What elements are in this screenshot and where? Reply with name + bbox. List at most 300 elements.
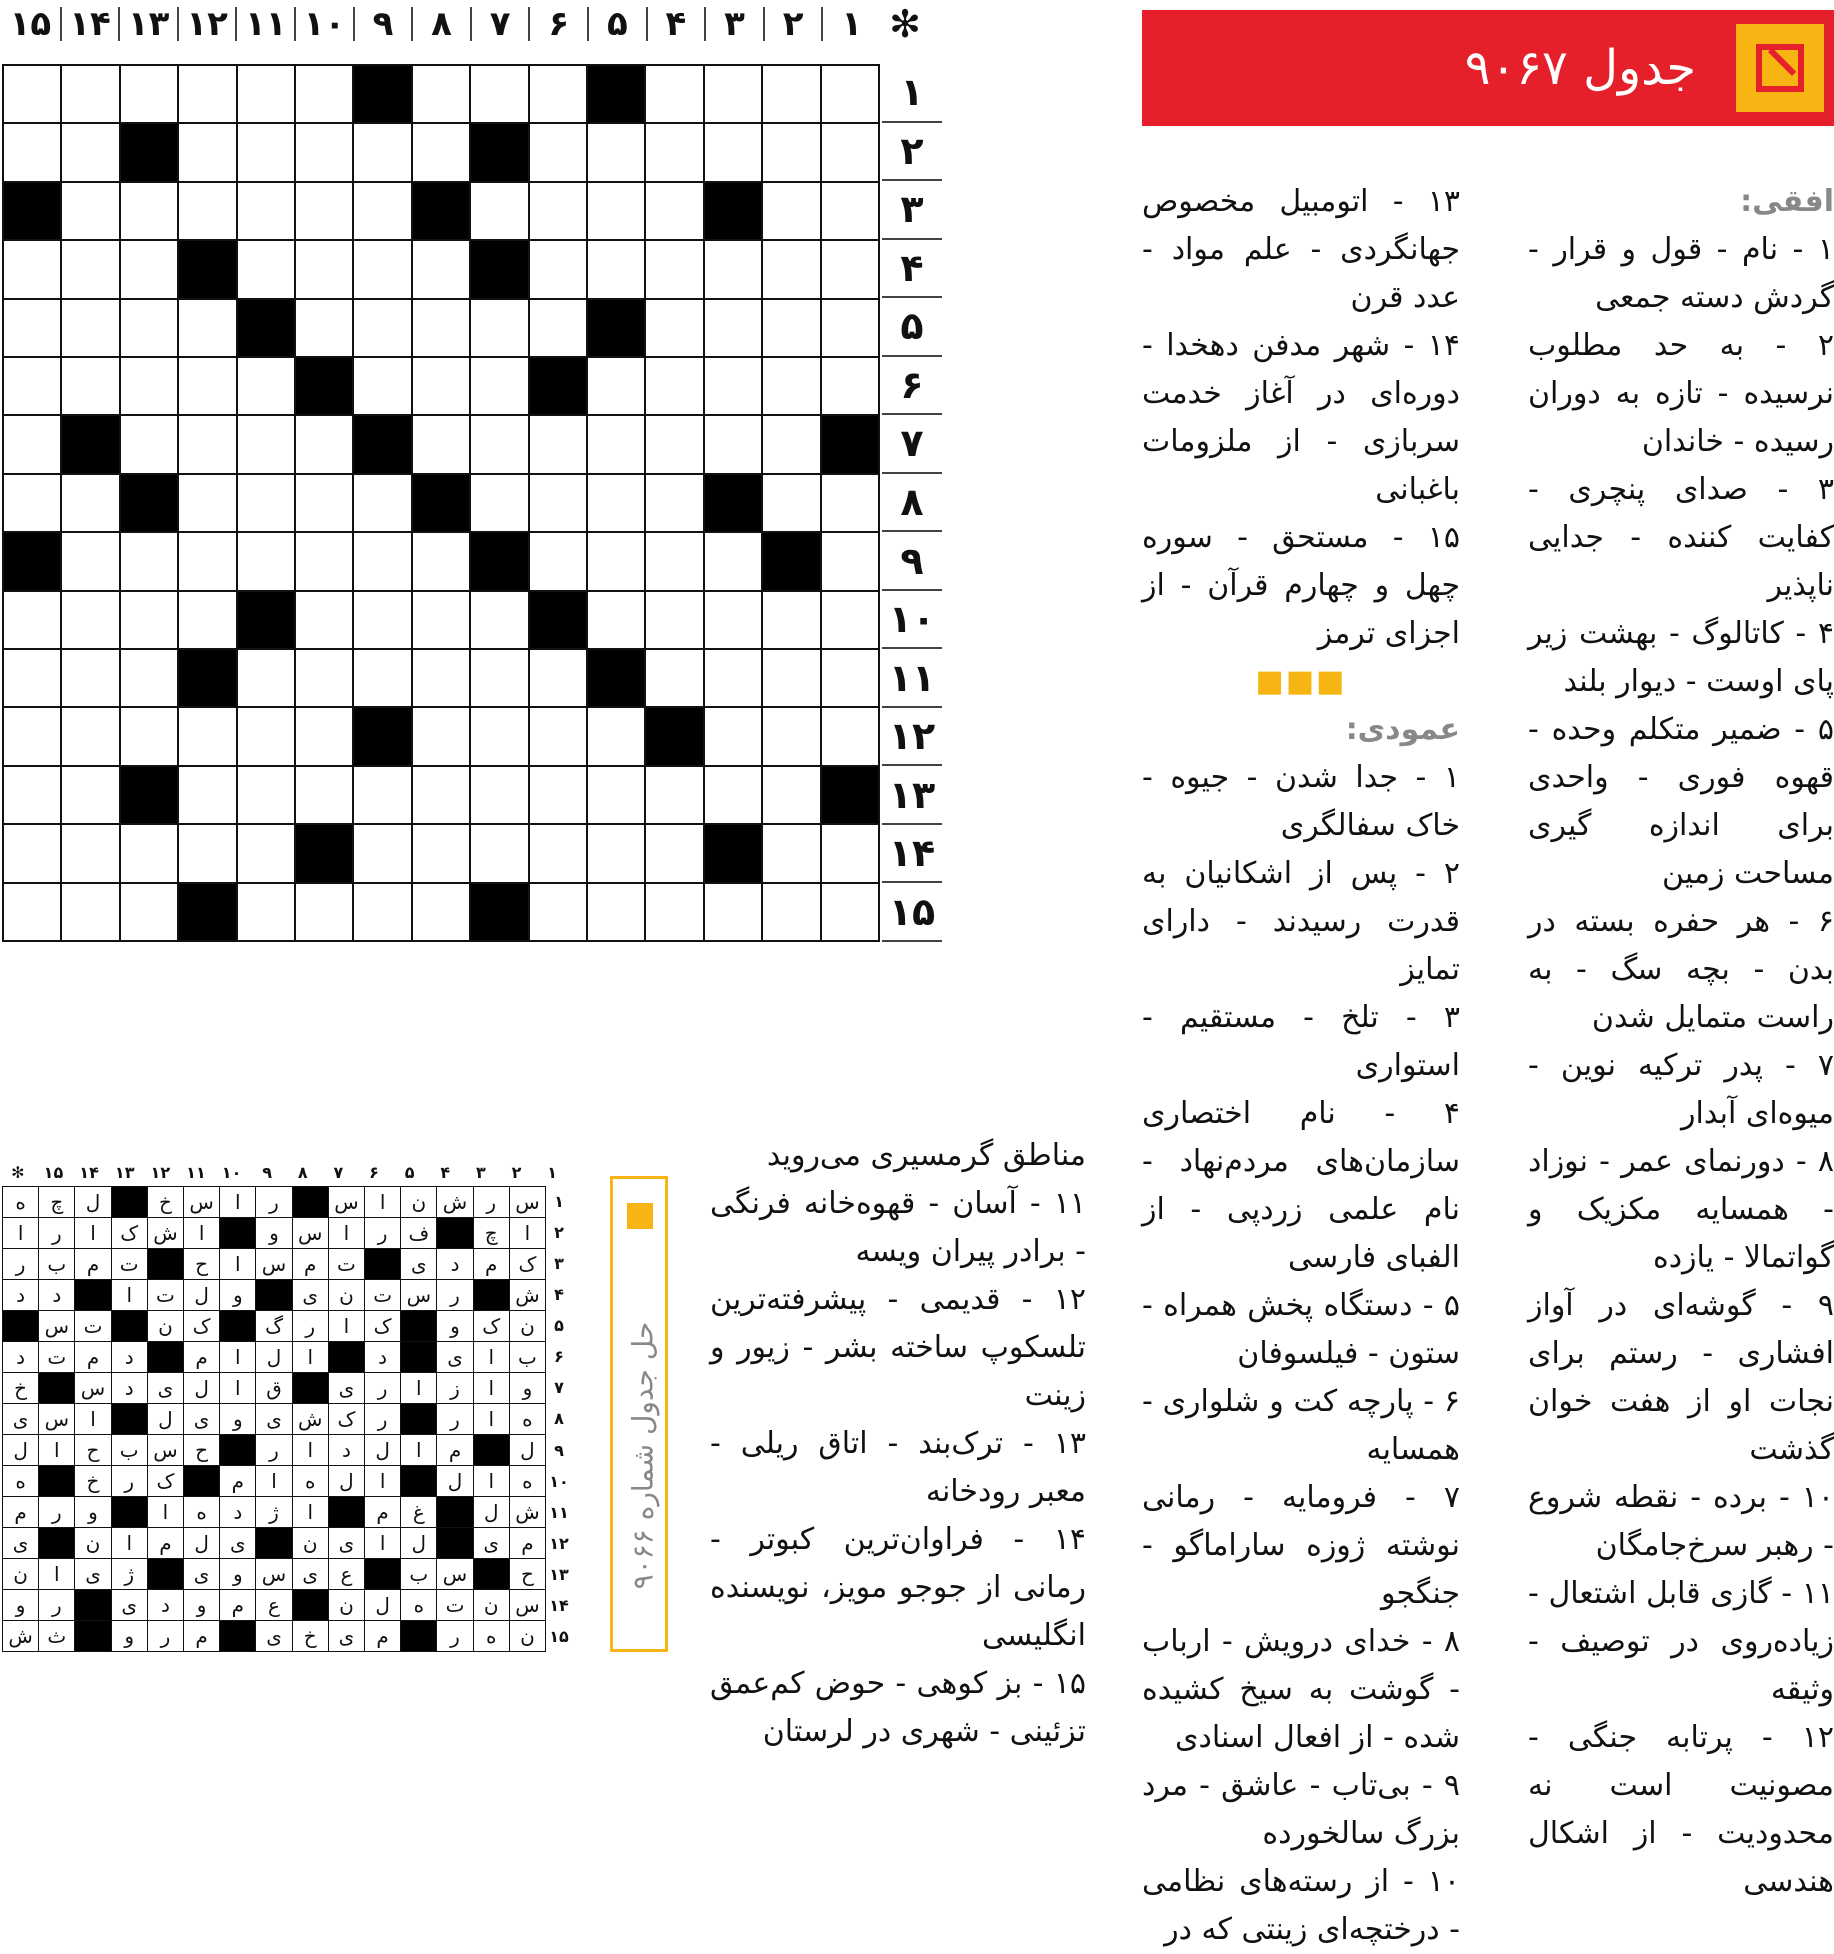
- grid-cell[interactable]: [4, 241, 60, 297]
- solution-black-cell: [256, 1280, 291, 1310]
- grid-cell[interactable]: [121, 825, 177, 881]
- black-cell: [354, 66, 410, 122]
- grid-cell[interactable]: [62, 300, 118, 356]
- black-cell: [471, 533, 527, 589]
- solution-row-number: ۲: [554, 1223, 564, 1243]
- grid-cell[interactable]: [763, 825, 819, 881]
- grid-cell[interactable]: [646, 124, 702, 180]
- solution-cell: ل: [437, 1466, 472, 1496]
- grid-cell[interactable]: [763, 475, 819, 531]
- grid-cell[interactable]: [413, 767, 469, 823]
- grid-cell[interactable]: [179, 300, 235, 356]
- solution-cell: م: [184, 1342, 219, 1372]
- grid-cell[interactable]: [179, 183, 235, 239]
- grid-cell[interactable]: [763, 241, 819, 297]
- solution-cell: م: [148, 1528, 183, 1558]
- grid-cell[interactable]: [763, 650, 819, 706]
- separator-dots: ■■■: [1255, 664, 1347, 699]
- grid-cell[interactable]: [705, 533, 761, 589]
- grid-cell[interactable]: [646, 358, 702, 414]
- solution-cell: و: [220, 1280, 255, 1310]
- grid-cell[interactable]: [179, 124, 235, 180]
- grid-cell[interactable]: [822, 300, 878, 356]
- solution-cell: ا: [39, 1435, 74, 1465]
- grid-cell[interactable]: [822, 533, 878, 589]
- grid-cell[interactable]: [179, 767, 235, 823]
- solution-cell: ن: [510, 1621, 545, 1651]
- solution-cell: ا: [474, 1342, 509, 1372]
- grid-cell[interactable]: [179, 66, 235, 122]
- solution-row-number: ۱۲: [549, 1533, 569, 1553]
- grid-cell[interactable]: [646, 650, 702, 706]
- grid-cell[interactable]: [413, 66, 469, 122]
- grid-cell[interactable]: [354, 300, 410, 356]
- grid-cell[interactable]: [530, 124, 586, 180]
- solution-cell: س: [293, 1218, 328, 1248]
- grid-cell[interactable]: [121, 300, 177, 356]
- grid-cell[interactable]: [822, 66, 878, 122]
- horizontal-clue: ۱۴ - شهر مدفن دهخدا - دوره‌ای در آغاز خدمت سربازی - از ملزومات باغبانی: [1142, 328, 1460, 507]
- grid-cell[interactable]: [471, 358, 527, 414]
- vertical-clue: ۶ - پارچه کت و شلواری - همسایه: [1142, 1384, 1460, 1467]
- grid-cell[interactable]: [296, 767, 352, 823]
- grid-cell[interactable]: [413, 124, 469, 180]
- solution-cell: ب: [112, 1435, 147, 1465]
- grid-cell[interactable]: [588, 592, 644, 648]
- solution-row-number: ۵: [554, 1316, 564, 1336]
- grid-cell[interactable]: [471, 416, 527, 472]
- solution-cell: ب: [401, 1559, 436, 1589]
- solution-cell: و: [437, 1311, 472, 1341]
- grid-cell[interactable]: [763, 592, 819, 648]
- grid-cell[interactable]: [121, 66, 177, 122]
- black-cell: [413, 183, 469, 239]
- grid-cell[interactable]: [705, 66, 761, 122]
- grid-cell[interactable]: [822, 884, 878, 940]
- row-number: ۱۴: [882, 825, 942, 884]
- grid-cell[interactable]: [121, 533, 177, 589]
- solution-column-number: ۳: [476, 1162, 486, 1182]
- grid-cell[interactable]: [62, 767, 118, 823]
- grid-cell[interactable]: [646, 66, 702, 122]
- grid-cell[interactable]: [588, 183, 644, 239]
- grid-cell[interactable]: [471, 708, 527, 764]
- grid-cell[interactable]: [238, 650, 294, 706]
- grid-cell[interactable]: [471, 66, 527, 122]
- grid-cell[interactable]: [763, 300, 819, 356]
- grid-cell[interactable]: [179, 533, 235, 589]
- grid-cell[interactable]: [238, 416, 294, 472]
- row-number: ۱۵: [882, 883, 942, 942]
- grid-cell[interactable]: [763, 183, 819, 239]
- grid-cell[interactable]: [705, 358, 761, 414]
- grid-cell[interactable]: [62, 66, 118, 122]
- black-cell: [179, 241, 235, 297]
- grid-cell[interactable]: [4, 66, 60, 122]
- grid-cell[interactable]: [471, 475, 527, 531]
- black-cell: [121, 767, 177, 823]
- grid-cell[interactable]: [4, 475, 60, 531]
- grid-cell[interactable]: [4, 708, 60, 764]
- grid-cell[interactable]: [705, 708, 761, 764]
- solution-label-box: [610, 1176, 668, 1652]
- solution-cell: ا: [184, 1218, 219, 1248]
- solution-cell: ا: [75, 1404, 110, 1434]
- grid-cell[interactable]: [121, 650, 177, 706]
- grid-cell[interactable]: [471, 767, 527, 823]
- grid-cell[interactable]: [296, 124, 352, 180]
- solution-cell: ا: [39, 1559, 74, 1589]
- grid-cell[interactable]: [822, 708, 878, 764]
- grid-cell[interactable]: [238, 66, 294, 122]
- grid-cell[interactable]: [822, 592, 878, 648]
- grid-cell[interactable]: [4, 358, 60, 414]
- grid-cell[interactable]: [763, 767, 819, 823]
- grid-cell[interactable]: [121, 884, 177, 940]
- grid-cell[interactable]: [62, 650, 118, 706]
- grid-cell[interactable]: [763, 416, 819, 472]
- grid-cell[interactable]: [530, 300, 586, 356]
- grid-cell[interactable]: [646, 592, 702, 648]
- grid-cell[interactable]: [4, 592, 60, 648]
- grid-cell[interactable]: [296, 592, 352, 648]
- solution-cell: م: [220, 1466, 255, 1496]
- grid-cell[interactable]: [588, 124, 644, 180]
- grid-cell[interactable]: [705, 650, 761, 706]
- solution-black-cell: [112, 1187, 147, 1217]
- grid-cell[interactable]: [763, 708, 819, 764]
- grid-cell[interactable]: [705, 884, 761, 940]
- grid-cell[interactable]: [646, 884, 702, 940]
- solution-cell: ل: [365, 1590, 400, 1620]
- grid-cell[interactable]: [530, 475, 586, 531]
- grid-cell[interactable]: [588, 825, 644, 881]
- solution-black-cell: [112, 1311, 147, 1341]
- solution-cell: خ: [293, 1621, 328, 1651]
- column-number: ۱۴: [60, 7, 119, 41]
- grid-cell[interactable]: [179, 708, 235, 764]
- grid-cell[interactable]: [763, 358, 819, 414]
- solution-cell: د: [220, 1497, 255, 1527]
- grid-cell[interactable]: [530, 66, 586, 122]
- grid-cell[interactable]: [238, 358, 294, 414]
- grid-cell[interactable]: [296, 183, 352, 239]
- grid-cell[interactable]: [121, 183, 177, 239]
- grid-cell[interactable]: [121, 592, 177, 648]
- grid-cell[interactable]: [238, 884, 294, 940]
- grid-cell[interactable]: [822, 650, 878, 706]
- solution-black-cell: [401, 1404, 436, 1434]
- grid-cell[interactable]: [179, 592, 235, 648]
- solution-cell: ر: [365, 1404, 400, 1434]
- grid-cell[interactable]: [471, 592, 527, 648]
- grid-cell[interactable]: [296, 300, 352, 356]
- solution-cell: و: [112, 1621, 147, 1651]
- solution-black-cell: [293, 1590, 328, 1620]
- horizontal-clue: ۸ - دورنمای عمر - نوزاد - همسایه مکزیک و گواتمالا - یازده: [1528, 1144, 1834, 1275]
- grid-cell[interactable]: [296, 416, 352, 472]
- grid-cell[interactable]: [471, 183, 527, 239]
- grid-cell[interactable]: [413, 533, 469, 589]
- grid-cell[interactable]: [588, 708, 644, 764]
- grid-cell[interactable]: [354, 767, 410, 823]
- solution-cell: ل: [148, 1404, 183, 1434]
- black-cell: [179, 650, 235, 706]
- grid-cell[interactable]: [646, 767, 702, 823]
- grid-cell[interactable]: [354, 533, 410, 589]
- row-number: ۲: [882, 123, 942, 182]
- grid-cell[interactable]: [705, 592, 761, 648]
- solution-cell: و: [184, 1590, 219, 1620]
- grid-cell[interactable]: [413, 416, 469, 472]
- corner-arrow-icon: [1736, 24, 1824, 112]
- solution-cell: ا: [256, 1466, 291, 1496]
- grid-cell[interactable]: [238, 825, 294, 881]
- solution-cell: و: [3, 1590, 38, 1620]
- solution-column-number: ۵: [404, 1162, 415, 1182]
- grid-cell[interactable]: [121, 416, 177, 472]
- solution-cell: م: [437, 1435, 472, 1465]
- solution-row-number: ۱۳: [549, 1564, 569, 1584]
- solution-title: حل جدول شماره ۹۰۶۶: [626, 1321, 660, 1590]
- grid-cell[interactable]: [296, 650, 352, 706]
- grid-cell[interactable]: [4, 825, 60, 881]
- solution-cell: س: [256, 1559, 291, 1589]
- solution-black-cell: [3, 1311, 38, 1341]
- grid-cell[interactable]: [238, 767, 294, 823]
- grid-cell[interactable]: [705, 416, 761, 472]
- grid-cell[interactable]: [705, 241, 761, 297]
- grid-cell[interactable]: [763, 124, 819, 180]
- grid-cell[interactable]: [62, 183, 118, 239]
- solution-cell: ن: [3, 1559, 38, 1589]
- grid-cell[interactable]: [646, 475, 702, 531]
- grid-cell[interactable]: [296, 241, 352, 297]
- solution-black-cell: [437, 1218, 472, 1248]
- column-number: ۱۲: [177, 7, 236, 41]
- grid-cell[interactable]: [62, 825, 118, 881]
- grid-cell[interactable]: [62, 124, 118, 180]
- black-cell: [530, 592, 586, 648]
- grid-cell[interactable]: [530, 708, 586, 764]
- grid-cell[interactable]: [822, 825, 878, 881]
- grid-cell[interactable]: [179, 358, 235, 414]
- solution-cell: ر: [112, 1466, 147, 1496]
- grid-cell[interactable]: [62, 708, 118, 764]
- solution-black-cell: [474, 1280, 509, 1310]
- grid-cell[interactable]: [471, 650, 527, 706]
- solution-cell: ک: [365, 1311, 400, 1341]
- grid-cell[interactable]: [4, 416, 60, 472]
- grid-cell[interactable]: [238, 475, 294, 531]
- grid-cell[interactable]: [588, 416, 644, 472]
- grid-cell[interactable]: [354, 825, 410, 881]
- grid-cell[interactable]: [238, 124, 294, 180]
- grid-cell[interactable]: [413, 300, 469, 356]
- solution-cell: ا: [329, 1218, 364, 1248]
- grid-cell[interactable]: [354, 358, 410, 414]
- grid-cell[interactable]: [62, 358, 118, 414]
- solution-cell: ی: [474, 1528, 509, 1558]
- solution-cell: ا: [365, 1187, 400, 1217]
- grid-cell[interactable]: [588, 884, 644, 940]
- grid-cell[interactable]: [296, 533, 352, 589]
- grid-cell[interactable]: [705, 767, 761, 823]
- grid-cell[interactable]: [4, 650, 60, 706]
- solution-cell: م: [220, 1590, 255, 1620]
- solution-black-cell: [293, 1187, 328, 1217]
- horizontal-clue: ۳ - صدای پنچری - کفایت کننده - جدایی ناپذیر: [1528, 472, 1834, 603]
- grid-cell[interactable]: [354, 592, 410, 648]
- grid-cell[interactable]: [646, 300, 702, 356]
- grid-cell[interactable]: [354, 124, 410, 180]
- grid-cell[interactable]: [121, 708, 177, 764]
- column-number: ۷: [470, 7, 529, 41]
- black-cell: [471, 241, 527, 297]
- solution-cell: ر: [365, 1373, 400, 1403]
- grid-cell[interactable]: [530, 533, 586, 589]
- grid-cell[interactable]: [822, 183, 878, 239]
- solution-black-cell: [329, 1497, 364, 1527]
- grid-cell[interactable]: [822, 475, 878, 531]
- grid-cell[interactable]: [121, 241, 177, 297]
- grid-cell[interactable]: [413, 884, 469, 940]
- grid-cell[interactable]: [296, 884, 352, 940]
- grid-cell[interactable]: [296, 66, 352, 122]
- grid-cell[interactable]: [705, 300, 761, 356]
- grid-cell[interactable]: [4, 767, 60, 823]
- solution-black-cell: [220, 1218, 255, 1248]
- row-number: ۵: [882, 298, 942, 357]
- grid-cell[interactable]: [413, 650, 469, 706]
- grid-cell[interactable]: [822, 124, 878, 180]
- solution-cell: ش: [510, 1280, 545, 1310]
- grid-cell[interactable]: [121, 358, 177, 414]
- grid-cell[interactable]: [530, 183, 586, 239]
- grid-cell[interactable]: [413, 358, 469, 414]
- solution-cell: ی: [148, 1373, 183, 1403]
- grid-cell[interactable]: [588, 767, 644, 823]
- solution-cell: ن: [510, 1311, 545, 1341]
- column-number: ۶: [528, 7, 587, 41]
- solution-black-cell: [148, 1342, 183, 1372]
- vertical-clue: ۱۴ - فراوان‌ترین کبوتر - رمانی از جوجو مویز، نویسنده انگلیسی: [710, 1522, 1086, 1653]
- grid-cell[interactable]: [705, 124, 761, 180]
- grid-cell[interactable]: [238, 183, 294, 239]
- solution-cell: ل: [474, 1497, 509, 1527]
- grid-cell[interactable]: [646, 533, 702, 589]
- grid-cell[interactable]: [179, 416, 235, 472]
- black-cell: [588, 300, 644, 356]
- grid-cell[interactable]: [238, 708, 294, 764]
- vertical-clue: ۱۱ - آسان - قهوه‌خانه فرنگی - برادر پیران ویسه: [710, 1186, 1086, 1269]
- grid-cell[interactable]: [646, 416, 702, 472]
- grid-cell[interactable]: [588, 241, 644, 297]
- grid-cell[interactable]: [588, 358, 644, 414]
- grid-cell[interactable]: [588, 533, 644, 589]
- grid-cell[interactable]: [179, 475, 235, 531]
- grid-cell[interactable]: [354, 884, 410, 940]
- black-cell: [705, 825, 761, 881]
- grid-cell[interactable]: [62, 475, 118, 531]
- grid-cell[interactable]: [530, 767, 586, 823]
- solution-cell: ک: [184, 1311, 219, 1341]
- grid-cell[interactable]: [354, 650, 410, 706]
- solution-cell: ل: [75, 1187, 110, 1217]
- grid-cell[interactable]: [822, 241, 878, 297]
- row-number: ۱۰: [882, 591, 942, 650]
- grid-cell[interactable]: [413, 708, 469, 764]
- black-cell: [179, 884, 235, 940]
- grid-cell[interactable]: [763, 884, 819, 940]
- solution-cell: و: [256, 1218, 291, 1248]
- grid-cell[interactable]: [296, 708, 352, 764]
- grid-cell[interactable]: [413, 592, 469, 648]
- solution-cell: ر: [39, 1590, 74, 1620]
- grid-cell[interactable]: [62, 884, 118, 940]
- solution-cell: ر: [437, 1280, 472, 1310]
- solution-cell: چ: [474, 1218, 509, 1248]
- grid-cell[interactable]: [354, 241, 410, 297]
- solution-cell: د: [39, 1280, 74, 1310]
- grid-cell[interactable]: [471, 300, 527, 356]
- grid-cell[interactable]: [530, 416, 586, 472]
- solution-cell: د: [329, 1435, 364, 1465]
- grid-cell[interactable]: [646, 241, 702, 297]
- grid-cell[interactable]: [413, 241, 469, 297]
- grid-cell[interactable]: [763, 66, 819, 122]
- grid-cell[interactable]: [530, 884, 586, 940]
- grid-cell[interactable]: [238, 533, 294, 589]
- grid-cell[interactable]: [62, 241, 118, 297]
- grid-cell[interactable]: [822, 358, 878, 414]
- grid-cell[interactable]: [4, 884, 60, 940]
- grid-cell[interactable]: [238, 241, 294, 297]
- crossword-grid: [2, 64, 880, 942]
- grid-cell[interactable]: [530, 241, 586, 297]
- solution-cell: ژ: [256, 1497, 291, 1527]
- star-icon: ✻: [889, 2, 921, 46]
- grid-cell[interactable]: [4, 124, 60, 180]
- grid-cell[interactable]: [354, 183, 410, 239]
- solution-grid: [2, 1186, 546, 1652]
- grid-cell[interactable]: [646, 825, 702, 881]
- solution-cell: ه: [474, 1621, 509, 1651]
- row-number: ۱۱: [882, 649, 942, 708]
- grid-cell[interactable]: [588, 475, 644, 531]
- vertical-clue: ۲ - پس از اشکانیان به قدرت رسیدند - دارای تمایز: [1142, 856, 1460, 987]
- solution-cell: ا: [112, 1528, 147, 1558]
- horizontal-clue: ۴ - کاتالوگ - بهشت زیر پای اوست - دیوار بلند: [1528, 616, 1834, 699]
- grid-cell[interactable]: [296, 475, 352, 531]
- vertical-clue: ۹ - بی‌تاب - عاشق - مرد بزرگ سالخورده: [1142, 1768, 1460, 1851]
- grid-cell[interactable]: [530, 650, 586, 706]
- grid-cell[interactable]: [413, 825, 469, 881]
- solution-cell: س: [75, 1373, 110, 1403]
- horizontal-clue: ۵ - ضمیر متکلم وحده - قهوه فوری - واحدی برای اندازه گیری مساحت زمین: [1528, 712, 1834, 891]
- horizontal-clue: ۱۳ - اتومبیل مخصوص جهانگردی - علم مواد - عدد قرن: [1142, 184, 1460, 315]
- grid-cell[interactable]: [354, 475, 410, 531]
- grid-cell[interactable]: [530, 825, 586, 881]
- grid-cell[interactable]: [646, 183, 702, 239]
- solution-cell: خ: [3, 1373, 38, 1403]
- solution-cell: ت: [112, 1249, 147, 1279]
- grid-cell[interactable]: [471, 825, 527, 881]
- grid-cell[interactable]: [4, 300, 60, 356]
- grid-cell[interactable]: [179, 825, 235, 881]
- grid-cell[interactable]: [62, 592, 118, 648]
- grid-cell[interactable]: [62, 533, 118, 589]
